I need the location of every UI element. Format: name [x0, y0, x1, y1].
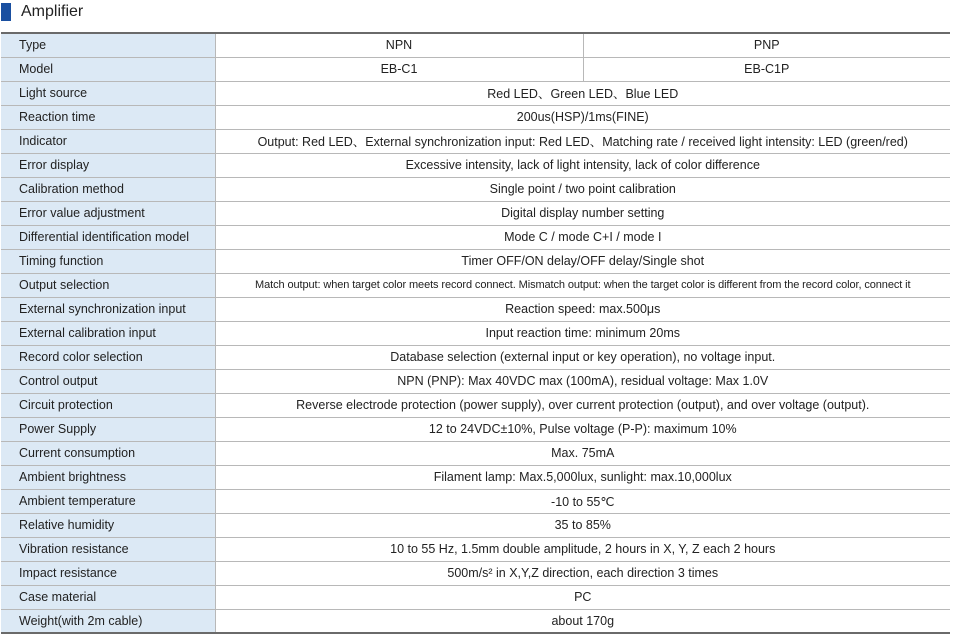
row-value: Max. 75mA: [215, 441, 950, 465]
row-value: 35 to 85%: [215, 513, 950, 537]
table-row: [1, 297, 950, 321]
row-label: Reaction time: [1, 105, 215, 129]
row-value: Excessive intensity, lack of light intensity, lack of color difference: [215, 153, 950, 177]
row-value: Database selection (external input or key operation), no voltage input.: [215, 345, 950, 369]
row-label: Control output: [1, 369, 215, 393]
row-label: Type: [1, 33, 215, 57]
row-value: Filament lamp: Max.5,000lux, sunlight: max.10,000lux: [215, 465, 950, 489]
table-row: [1, 225, 950, 249]
row-label: Differential identification model: [1, 225, 215, 249]
row-value: 12 to 24VDC±10%, Pulse voltage (P-P): maximum 10%: [215, 417, 950, 441]
row-label: Impact resistance: [1, 561, 215, 585]
row-value: -10 to 55℃: [215, 489, 950, 513]
table-row: [1, 153, 950, 177]
table-row: [1, 201, 950, 225]
table-row: [1, 609, 950, 633]
row-value: Input reaction time: minimum 20ms: [215, 321, 950, 345]
row-label: Timing function: [1, 249, 215, 273]
row-label: Calibration method: [1, 177, 215, 201]
row-label: Output selection: [1, 273, 215, 297]
section-header: [0, 0, 960, 24]
row-label: Error value adjustment: [1, 201, 215, 225]
row-label: Ambient brightness: [1, 465, 215, 489]
row-value: 10 to 55 Hz, 1.5mm double amplitude, 2 hours in X, Y, Z each 2 hours: [215, 537, 950, 561]
table-row: [1, 489, 950, 513]
row-label: Case material: [1, 585, 215, 609]
row-label: Record color selection: [1, 345, 215, 369]
row-value: Digital display number setting: [215, 201, 950, 225]
row-value: 500m/s² in X,Y,Z direction, each direction 3 times: [215, 561, 950, 585]
row-value: Reaction speed: max.500μs: [215, 297, 950, 321]
table-row: [1, 249, 950, 273]
row-label: Ambient temperature: [1, 489, 215, 513]
table-row: [1, 369, 950, 393]
row-label: Power Supply: [1, 417, 215, 441]
row-label: Light source: [1, 81, 215, 105]
table-row: [1, 345, 950, 369]
row-label: Weight(with 2m cable): [1, 609, 215, 633]
table-row: [1, 129, 950, 153]
section-marker: [1, 3, 11, 21]
row-value: Output: Red LED、External synchronization input: Red LED、Matching rate / received light intensity: LED (green/red): [215, 129, 950, 153]
row-label: Error display: [1, 153, 215, 177]
table-row: [1, 465, 950, 489]
row-label: Relative humidity: [1, 513, 215, 537]
row-value: Timer OFF/ON delay/OFF delay/Single shot: [215, 249, 950, 273]
row-value: Red LED、Green LED、Blue LED: [215, 81, 950, 105]
table-row: [1, 393, 950, 417]
section-title: Amplifier: [21, 3, 84, 20]
table-row: [1, 273, 950, 297]
table-row: [1, 105, 950, 129]
row-value: NPN (PNP): Max 40VDC max (100mA), residual voltage: Max 1.0V: [215, 369, 950, 393]
row-label: Model: [1, 57, 215, 81]
table-row-type: [1, 33, 950, 57]
table-row: [1, 441, 950, 465]
spec-table: [1, 32, 950, 634]
table-row: [1, 177, 950, 201]
table-row: [1, 417, 950, 441]
model-pnp-value: EB-C1P: [583, 57, 950, 81]
model-npn-value: EB-C1: [215, 57, 583, 81]
row-value: Mode C / mode C+I / mode I: [215, 225, 950, 249]
row-label: Circuit protection: [1, 393, 215, 417]
column-header-npn: NPN: [215, 33, 583, 57]
table-row: [1, 585, 950, 609]
table-row: [1, 561, 950, 585]
row-value: 200us(HSP)/1ms(FINE): [215, 105, 950, 129]
row-label: Vibration resistance: [1, 537, 215, 561]
row-label: Current consumption: [1, 441, 215, 465]
row-value: Single point / two point calibration: [215, 177, 950, 201]
row-value: PC: [215, 585, 950, 609]
table-row: [1, 321, 950, 345]
row-label: External calibration input: [1, 321, 215, 345]
column-header-pnp: PNP: [583, 33, 950, 57]
row-value: about 170g: [215, 609, 950, 633]
row-value: Match output: when target color meets record connect. Mismatch output: when the target color is different from the record color, connect it: [215, 273, 950, 297]
table-row: [1, 537, 950, 561]
table-row-model: [1, 57, 950, 81]
table-row: [1, 81, 950, 105]
table-row: [1, 513, 950, 537]
row-label: Indicator: [1, 129, 215, 153]
row-label: External synchronization input: [1, 297, 215, 321]
row-value: Reverse electrode protection (power supply), over current protection (output), and over voltage (output).: [215, 393, 950, 417]
